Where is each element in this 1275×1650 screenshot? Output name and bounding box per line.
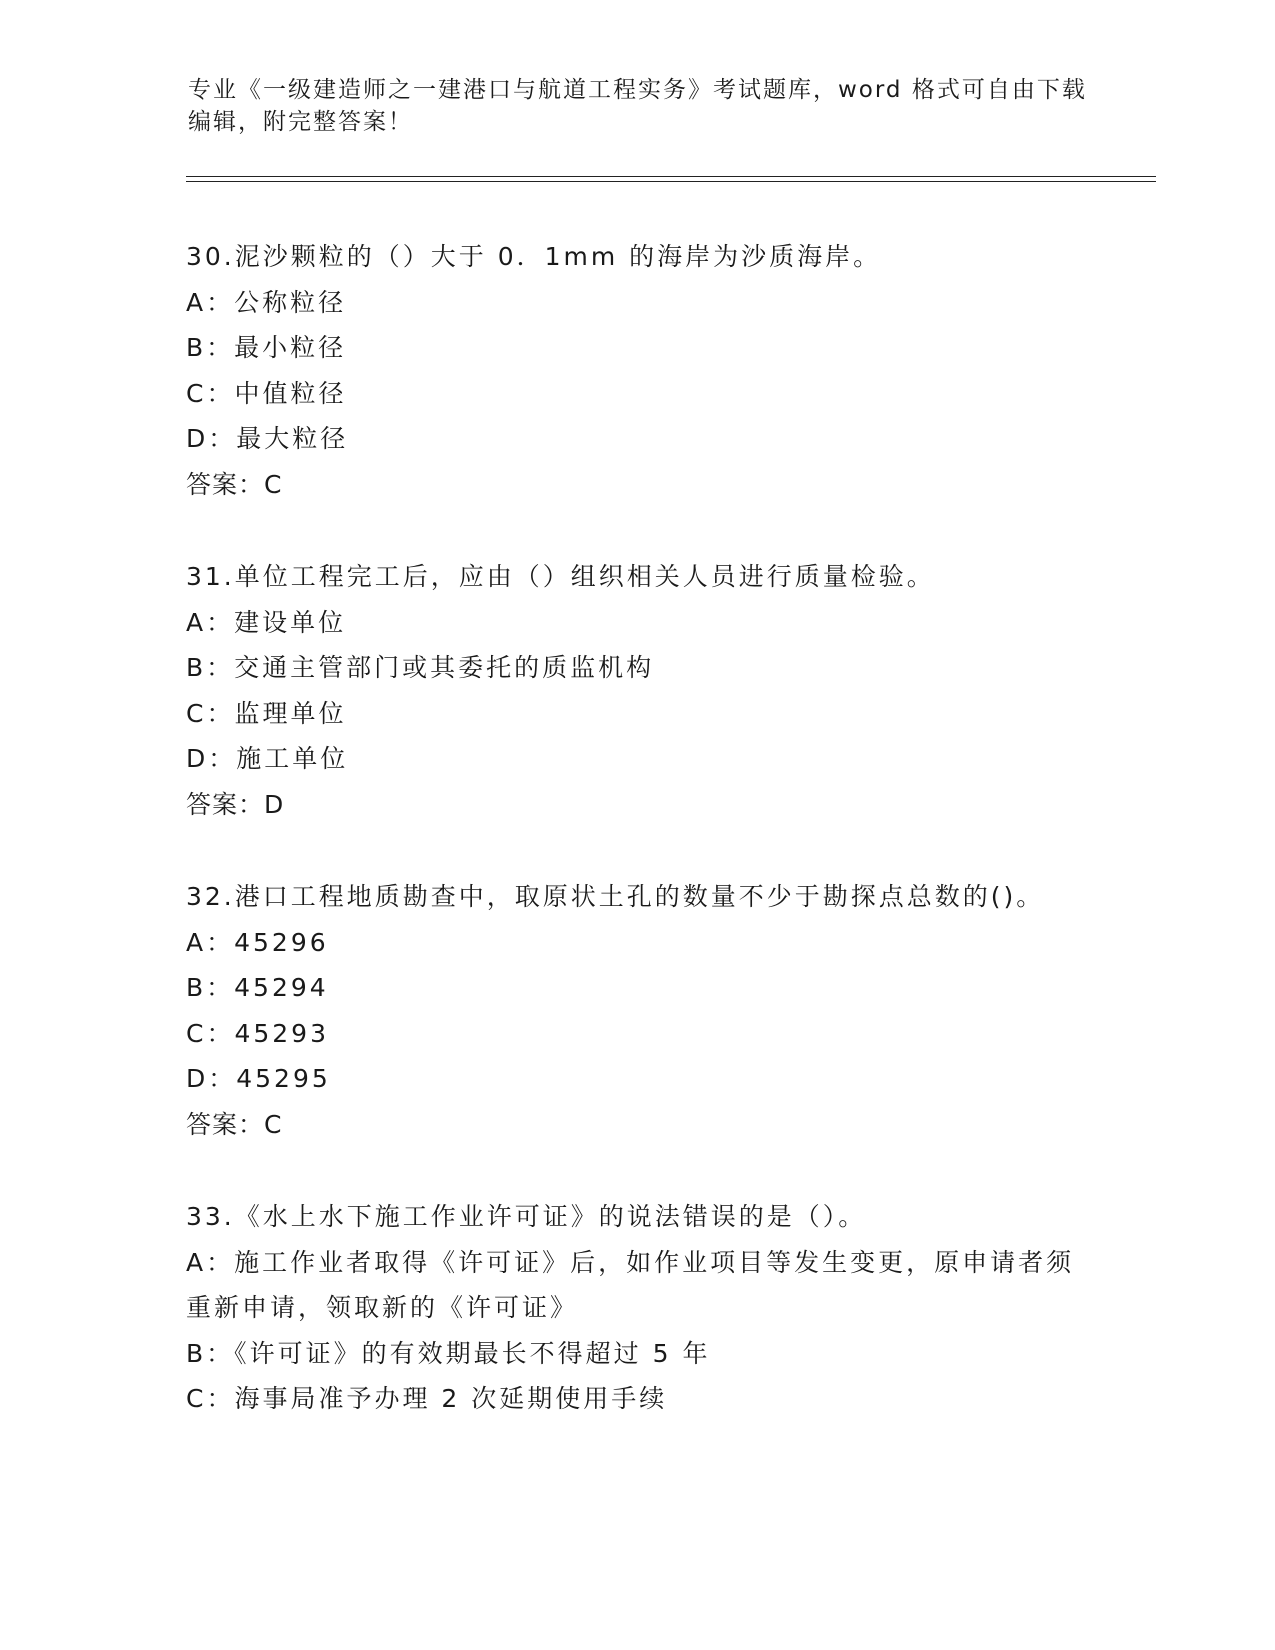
header-divider-bottom	[186, 181, 1156, 182]
option-d: D：最大粒径	[186, 424, 349, 453]
question-stem: 30.泥沙颗粒的（）大于 0．1mm 的海岸为沙质海岸。	[186, 242, 882, 271]
answer-label: 答案：D	[186, 789, 285, 819]
option-c: C：中值粒径	[186, 378, 347, 408]
option-b: B：交通主管部门或其委托的质监机构	[186, 653, 655, 682]
option-c: C：45293	[186, 1018, 329, 1048]
option-b: B：45294	[186, 973, 329, 1002]
option-a: A：建设单位	[186, 607, 347, 637]
question-33	[186, 1194, 1086, 1422]
question-stem: 31.单位工程完工后，应由（）组织相关人员进行质量检验。	[186, 562, 935, 591]
option-c: C：监理单位	[186, 698, 347, 728]
question-31	[186, 554, 1086, 827]
option-c: C：海事局准予办理 2 次延期使用手续	[186, 1384, 668, 1413]
option-b: B：最小粒径	[186, 333, 347, 362]
answer-label: 答案：C	[186, 1109, 283, 1139]
option-a: A：施工作业者取得《许可证》后，如作业项目等发生变更，原申请者须重新申请，领取新的《许可证》	[186, 1247, 1075, 1322]
question-30	[186, 234, 1086, 507]
option-d: D：45295	[186, 1064, 331, 1093]
document-header: 专业《一级建造师之一建港口与航道工程实务》考试题库，word 格式可自由下载编辑，附完整答案！	[188, 77, 1087, 135]
option-b: B：《许可证》的有效期最长不得超过 5 年	[186, 1338, 711, 1368]
question-stem: 32.港口工程地质勘查中，取原状土孔的数量不少于勘探点总数的()。	[186, 882, 1045, 911]
answer-label: 答案：C	[186, 469, 283, 499]
question-32	[186, 874, 1086, 1147]
header-divider-top	[186, 176, 1156, 177]
option-d: D：施工单位	[186, 744, 349, 773]
option-a: A：45296	[186, 927, 329, 957]
option-a: A：公称粒径	[186, 287, 347, 317]
question-stem: 33.《水上水下施工作业许可证》的说法错误的是（）。	[186, 1202, 867, 1231]
